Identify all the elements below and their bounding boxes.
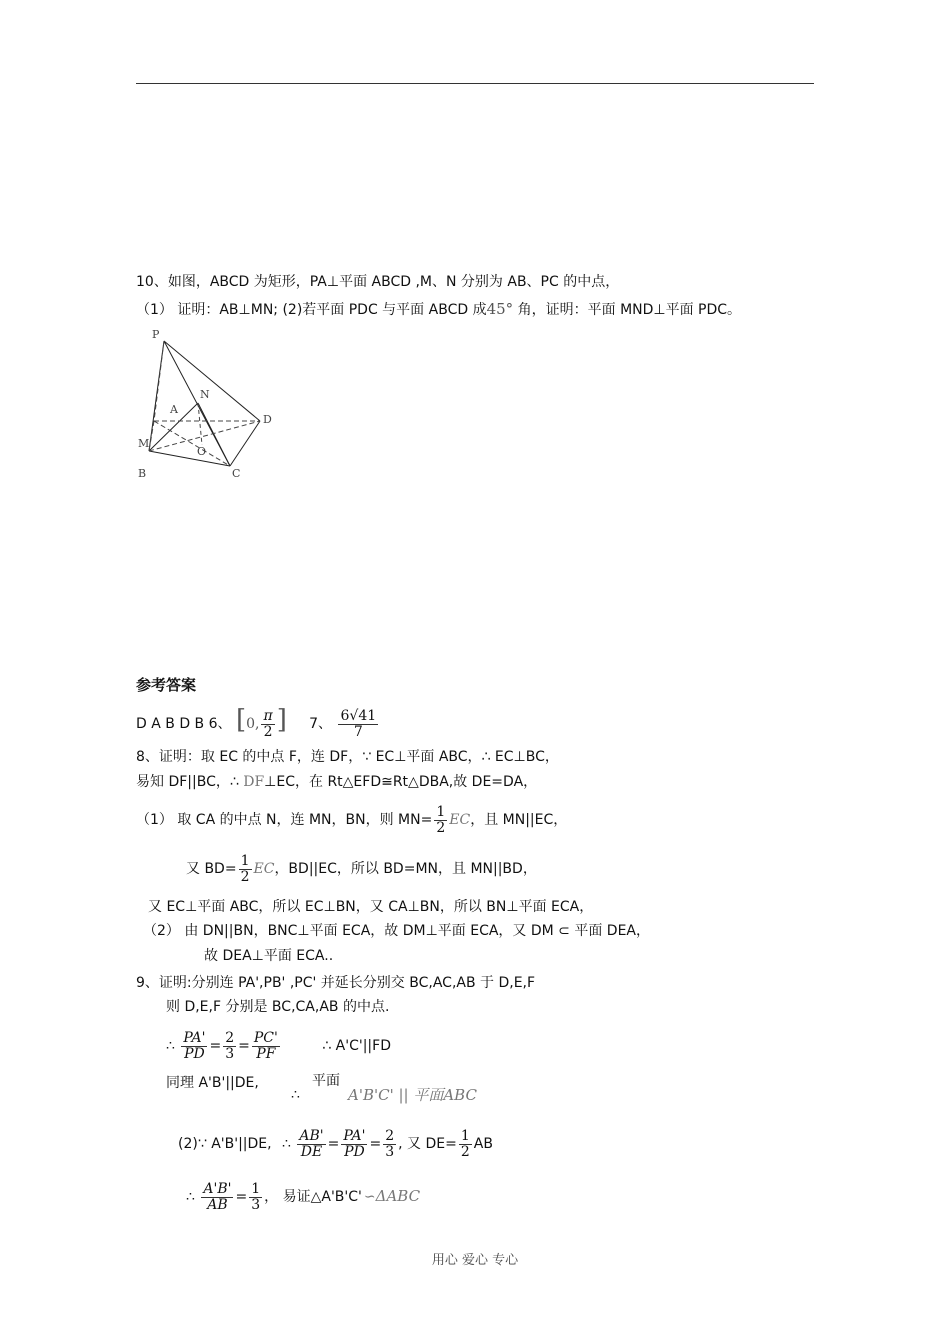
ratio-two-thirds-2: $\frac{2}{3}$: [385, 1127, 395, 1160]
label-c: C: [232, 467, 241, 480]
q9-line2: 则 D,E,F 分别是 BC,CA,AB 的中点.: [166, 999, 390, 1015]
df-symbol: DF: [243, 774, 265, 790]
q9-line3: ∴ $\frac{PA'}{PD}$ = $\frac{2}{3}$ = $\frac{PC'}{PF}$ ∴ A'C'||FD: [166, 1029, 391, 1062]
q7-fraction: $\frac{6√41}{7}$: [340, 707, 377, 740]
q9-line5: (2)∵ A'B'||DE, ∴ $\frac{AB'}{DE}$ = $\frac{PA'}{PD}$ = $\frac{2}{3}$ , 又 DE= $\frac{1}{2}$ AB: [178, 1127, 493, 1160]
edge-pd: [164, 341, 260, 421]
interval-zero: 0,: [246, 716, 260, 732]
q10-line2-part-a: （1） 证明：AB⊥MN; (2)若平面 PDC 与平面 ABCD 成: [136, 302, 487, 318]
q8-line6: （2） 由 DN||BN，BNC⊥平面 ECA，故 DM⊥平面 ECA，又 DM ⊂ 平面 DEA，: [143, 923, 651, 939]
q8-line2: 易知 DF||BC，∴ DF⊥EC，在 Rt△EFD≅Rt△DBA,故 DE=DA，: [136, 774, 538, 790]
ratio-pa-pd: $\frac{PA'}{PD}$: [183, 1029, 206, 1062]
ratio-pa-pd-2: $\frac{PA'}{PD}$: [343, 1127, 366, 1160]
label-p: P: [152, 328, 160, 341]
interval-right-bracket: ]: [276, 705, 287, 735]
q10-line2: [136, 300, 741, 319]
q9-line6: ∴ $\frac{A'B'}{AB}$ = $\frac{1}{3}$ ， 易证△A'B'C' ∽ΔABC: [186, 1180, 421, 1213]
q7-label: 7、: [309, 716, 333, 732]
ratio-ab-de: $\frac{AB'}{DE}$: [299, 1127, 324, 1160]
ratio-pc-pf: $\frac{PC'}{PF}$: [253, 1029, 278, 1062]
q10-line2-part-b: 角，证明：平面 MND⊥平面 PDC。: [513, 302, 742, 318]
ratio-half: $\frac{1}{2}$: [460, 1127, 470, 1160]
answers-heading: 参考答案: [136, 676, 197, 694]
pyramid-figure: [130, 325, 280, 485]
ratio-a1b1-ab: $\frac{A'B'}{AB}$: [203, 1180, 232, 1213]
label-a: A: [170, 403, 178, 416]
choices: D A B D B 6、: [136, 716, 232, 732]
q9-line3-right: ∴ A'C'||FD: [322, 1038, 391, 1054]
answers-line1: [136, 700, 380, 744]
ratio-two-thirds: $\frac{2}{3}$: [225, 1029, 235, 1062]
label-n: N: [200, 388, 210, 401]
q9-line4-math: A'B'C' || 平面ABC: [348, 1086, 477, 1104]
q10-angle: 45°: [486, 300, 514, 318]
q9-line1: 9、证明:分别连 PA',PB' ,PC' 并延长分别交 BC,AC,AB 于 D,E,F: [136, 975, 536, 991]
q8-line3: （1） 取 CA 的中点 N，连 MN，BN，则 MN= $\frac{1}{2}$ EC，且 MN||EC，: [136, 803, 568, 836]
q8-line5: 又 EC⊥平面 ABC，所以 EC⊥BN，又 CA⊥BN，所以 BN⊥平面 ECA，: [148, 899, 594, 915]
q8-line1: 8、证明：取 EC 的中点 F，连 DF，∵ EC⊥平面 ABC，∴ EC⊥BC，: [136, 749, 559, 765]
page-footer: 用心 爱心 专心: [431, 1253, 519, 1268]
q8-line4: 又 BD= $\frac{1}{2}$ EC，BD||EC，所以 BD=MN，且 MN||BD，: [186, 852, 537, 885]
edge-pa: [154, 341, 164, 421]
interval-fraction: $\frac{\pi}{2}$: [263, 707, 273, 740]
q9-line4-a: 同理 A'B'||DE,: [166, 1075, 259, 1091]
q10-line1: 10、如图，ABCD 为矩形，PA⊥平面 ABCD ,M、N 分别为 AB、PC 的中点，: [136, 274, 620, 290]
header-rule: [136, 83, 814, 84]
label-b: B: [138, 467, 147, 480]
q8-line7: 故 DEA⊥平面 ECA..: [204, 948, 334, 964]
q9-line4-plane: 平面: [312, 1073, 340, 1089]
q8-half-fraction-1: $\frac{1}{2}$: [436, 803, 446, 836]
label-d: D: [263, 413, 272, 426]
ratio-one-third: $\frac{1}{3}$: [251, 1180, 261, 1213]
label-o: O: [197, 445, 207, 458]
label-m: M: [138, 437, 150, 450]
interval-left-bracket: [: [235, 705, 247, 735]
q9-line4-therefore: ∴: [291, 1087, 300, 1103]
q8-half-fraction-2: $\frac{1}{2}$: [240, 852, 250, 885]
